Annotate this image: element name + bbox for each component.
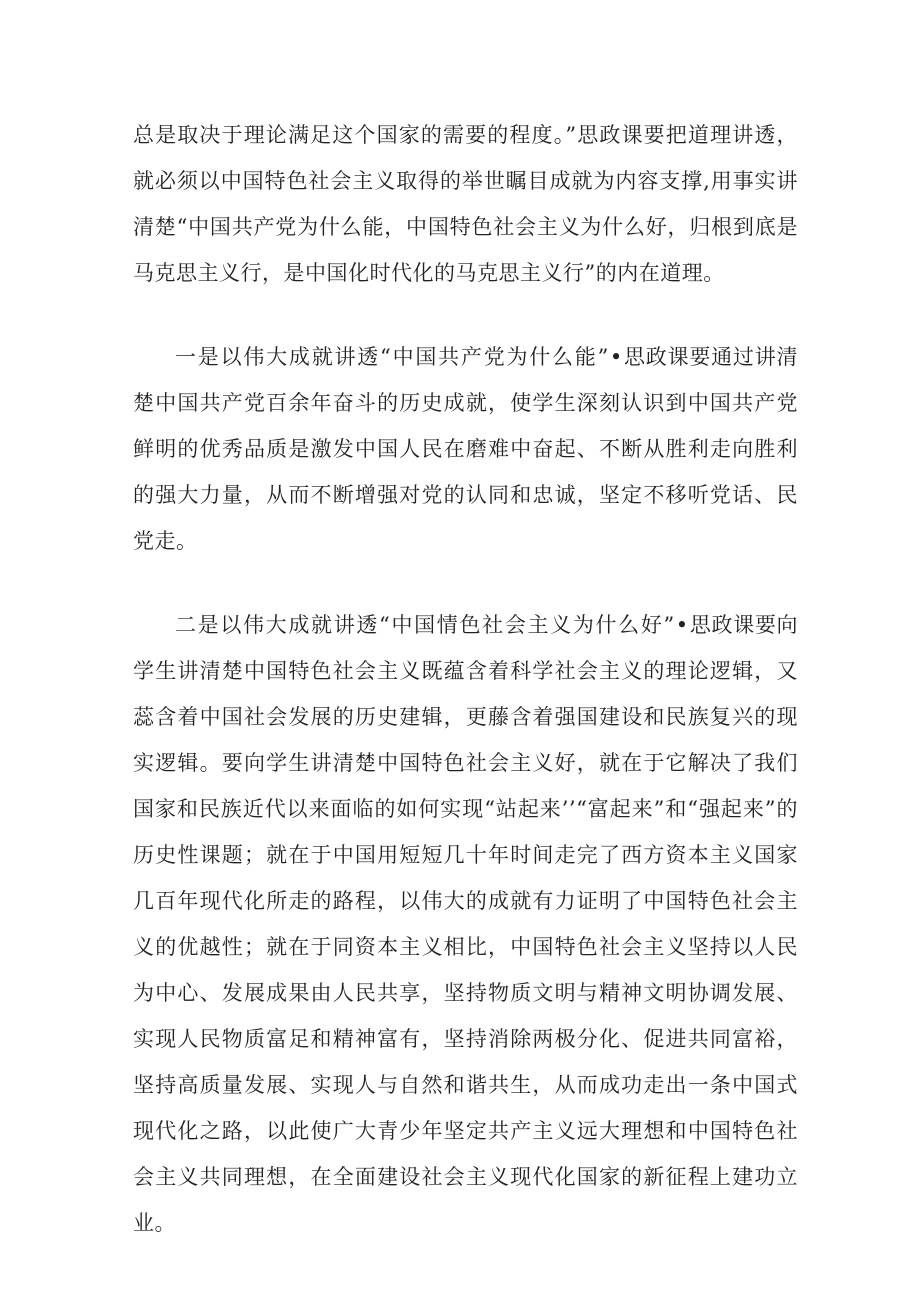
paragraph-lead: 一是以伟大成就讲透“中国共产党为什么能”• [175,345,624,369]
paragraph-text: 总是取决于理论满足这个国家的需要的程度。”思政课要把道理讲透，就必须以中国特色社会主义取得的举世瞩目成就为内容支撑,用事实讲清楚“中国共产党为什么能，中国特色社会主义为什么好，归根到底是马克思主义行，是中国化时代化的马克思主义行”的内在道理。 [133,123,798,285]
paragraph-first-point [133,334,798,564]
paragraph-lead: 二是以伟大成就讲透“中国情色社会主义为什么好”• [175,613,690,637]
paragraph-continuation [133,112,798,296]
paragraph-second-point [133,602,798,1246]
paragraph-text: 思政课要向学生讲清楚中国特色社会主义既蕴含着科学社会主义的理论逻辑，又蕊含着中国社会发展的历史建辑，更藤含着强国建设和民族复兴的现实逻辑。要向学生讲清楚中国特色社会主义好，就在于它解决了我们国家和民族近代以来面临的如何实现“站起来’’“富起来”和“强起来”的历史性课题；就在于中国用短短几十年时间走完了西方资本主义国家几百年现代化所走的路程，以伟大的成就有力证明了中国特色社会主义的优越性；就在于同资本主义相比，中国特色社会主义坚持以人民为中心、发展成果由人民共享，坚持物质文明与精神文明协调发展、实现人民物质富足和精神富有，坚持消除两极分化、促进共同富裕，坚持高质量发展、实现人与自然和谐共生，从而成功走出一条中国式现代化之路，以此使广大青少年坚定共产主义远大理想和中国特色社会主义共同理想，在全面建设社会主义现代化国家的新征程上建功立业。 [133,613,798,1235]
paragraph-text: 思政课要通过讲清楚中国共产党百余年奋斗的历史成就，使学生深刻认识到中国共产党鲜明的优秀品质是激发中国人民在磨难中奋起、不断从胜利走向胜利的强大力量，从而不断增强对党的认同和忠诚，坚定不移听党话、民党走。 [133,345,798,553]
document-body [133,112,798,1246]
